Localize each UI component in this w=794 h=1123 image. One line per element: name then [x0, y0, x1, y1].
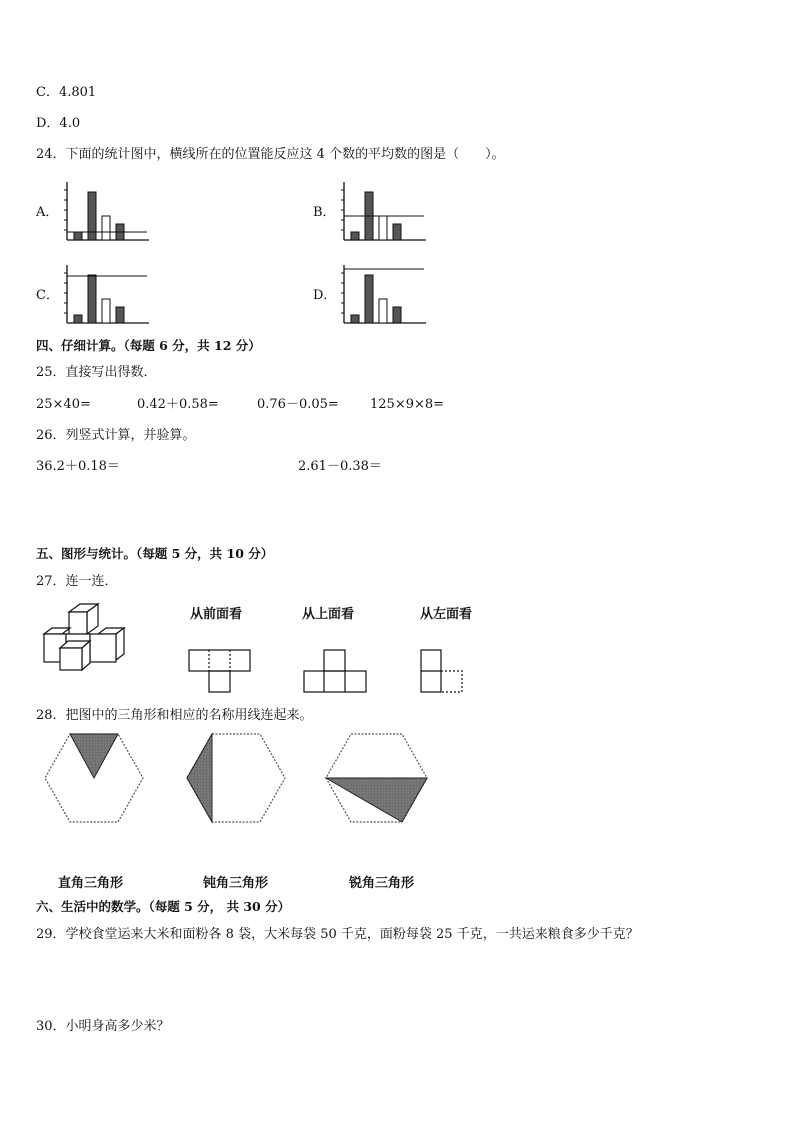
view-front-label: 从前面看 — [190, 607, 243, 622]
name-right-triangle: 直角三角形 — [58, 876, 124, 891]
option-d: D．4.0 — [36, 116, 81, 131]
q25-item-2: 0.42＋0.58= — [137, 397, 219, 412]
q25-item-3: 0.76－0.05= — [257, 397, 339, 412]
q25-item-4: 125×9×8= — [370, 397, 445, 412]
name-acute-triangle: 锐角三角形 — [349, 876, 415, 891]
section-6-heading: 六、生活中的数学。（每题 5 分， 共 30 分） — [36, 899, 291, 914]
q24-label-b: B． — [313, 205, 336, 220]
question-25: 25．直接写出得数． — [36, 365, 157, 380]
q24-label-c: C． — [36, 288, 59, 303]
view-top-label: 从上面看 — [302, 607, 355, 622]
option-c: C．4.801 — [36, 85, 97, 100]
shaded-triangle-right — [70, 734, 118, 778]
q24-label-a: A． — [36, 205, 59, 220]
question-26: 26．列竖式计算，并验算。 — [36, 428, 196, 443]
name-obtuse-triangle: 钝角三角形 — [203, 876, 269, 891]
section-4-heading: 四、仔细计算。（每题 6 分，共 12 分） — [36, 338, 261, 353]
view-left-label: 从左面看 — [420, 607, 473, 622]
q26-item-2: 2.61－0.38＝ — [298, 459, 382, 474]
question-29: 29．学校食堂运来大米和面粉各 8 袋，大米每袋 50 千克，面粉每袋 25 千克，一共运来粮食多少千克？ — [36, 927, 639, 942]
question-27: 27．连一连． — [36, 574, 118, 589]
q26-item-1: 36.2＋0.18＝ — [36, 459, 120, 474]
question-24: 24．下面的统计图中，横线所在的位置能反应这 4 个数的平均数的图是（ ）。 — [36, 147, 505, 162]
shaded-triangle-acute — [326, 778, 427, 822]
question-30: 30．小明身高多少米？ — [36, 1019, 170, 1034]
q24-label-d: D． — [313, 288, 337, 303]
shaded-triangle-obtuse — [187, 734, 212, 822]
q25-item-1: 25×40= — [36, 397, 91, 412]
question-28: 28．把图中的三角形和相应的名称用线连起来。 — [36, 708, 313, 723]
section-5-heading: 五、图形与统计。（每题 5 分，共 10 分） — [36, 546, 274, 561]
